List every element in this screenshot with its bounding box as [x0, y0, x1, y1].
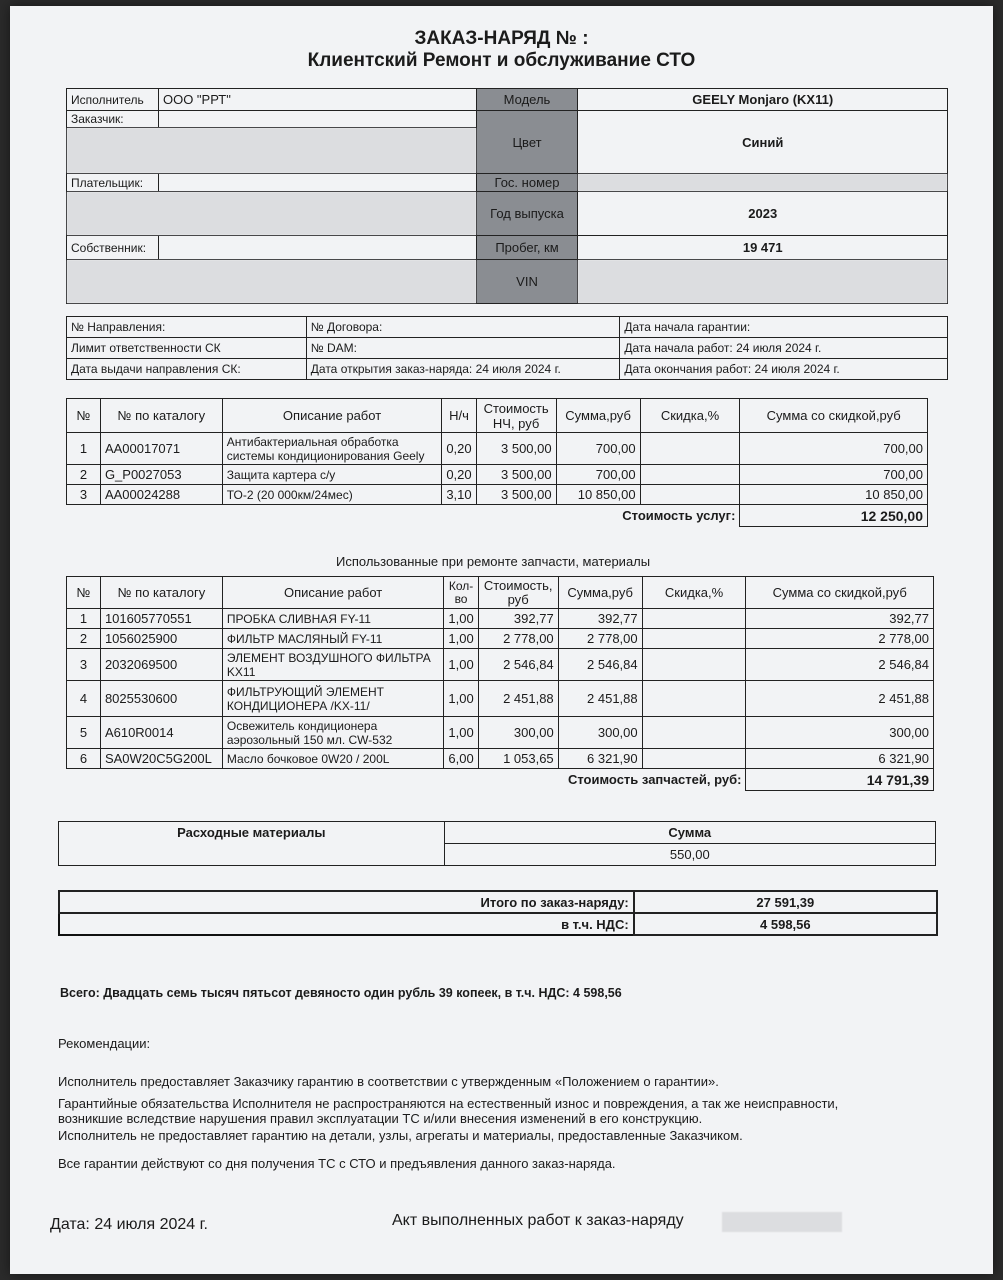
col-catalog: № по каталогу: [100, 577, 222, 609]
table-row: 5 A610R0014 Освежитель кондиционера аэрозольный 150 мл. CW-532 1,00 300,00 300,00 300,00: [67, 717, 934, 749]
recommendations-label: Рекомендации:: [58, 1036, 151, 1051]
consumables-label: Расходные материалы: [59, 822, 445, 866]
col-qty: Кол- во: [444, 577, 478, 609]
customer-label: Заказчик:: [67, 111, 159, 128]
act-number-redacted: [722, 1212, 842, 1232]
col-no: №: [67, 577, 101, 609]
col-discount: Скидка,%: [640, 399, 740, 433]
dam-number: № DAM:: [306, 338, 620, 359]
table-row: 1 AA00017071 Антибактериальная обработка системы кондиционирования Geely 0,20 3 500,00 700,00 700,00: [67, 433, 928, 465]
warranty-text-1: Исполнитель предоставляет Заказчику гарантию в соответствии с утвержденным «Положением о гарантии».: [58, 1074, 719, 1089]
plate-label: Гос. номер: [476, 174, 578, 192]
totals-table: [58, 890, 938, 936]
services-table: [66, 398, 928, 527]
parts-caption: Использованные при ремонте запчасти, материалы: [336, 554, 651, 569]
col-discount: Скидка,%: [642, 577, 746, 609]
warranty-text-2: Гарантийные обязательства Исполнителя не распространяются на естественный износ и повреждения, а так же неисправности, возникшие вследствие нарушения правил эксплуатации ТС и/или внесения изменений в его конструкцию.: [58, 1096, 839, 1126]
col-desc: Описание работ: [222, 577, 443, 609]
consumables-table: [58, 821, 936, 866]
liability-limit: Лимит ответственности СК: [67, 338, 307, 359]
total-in-words: Всего: Двадцать семь тысяч пятьсот девяносто один рубль 39 копеек, в т.ч. НДС: 4 598,56: [60, 986, 622, 1000]
dates-table: [66, 316, 948, 380]
year-value: 2023: [578, 192, 948, 236]
order-total-label: Итого по заказ-наряду:: [59, 891, 634, 913]
vin-value-redacted: [578, 260, 948, 304]
color-label: Цвет: [476, 111, 578, 174]
order-opening-date: Дата открытия заказ-наряда: 24 июля 2024 г.: [306, 359, 620, 380]
customer-value: [158, 111, 476, 128]
col-sum-discount: Сумма со скидкой,руб: [740, 399, 928, 433]
color-value: Синий: [578, 111, 948, 174]
table-row: 6 SA0W20C5G200L Масло бочковое 0W20 / 200L 6,00 1 053,65 6 321,90 6 321,90: [67, 749, 934, 769]
work-end-date: Дата окончания работ: 24 июля 2024 г.: [620, 359, 948, 380]
consumables-sum-label: Сумма: [444, 822, 935, 844]
order-total-value: 27 591,39: [634, 891, 937, 913]
table-row: 2 1056025900 ФИЛЬТР МАСЛЯНЫЙ FY-11 1,00 2 778,00 2 778,00 2 778,00: [67, 629, 934, 649]
direction-issue-date: Дата выдачи направления СК:: [67, 359, 307, 380]
info-table: [66, 88, 948, 304]
col-sum-discount: Сумма со скидкой,руб: [746, 577, 934, 609]
vat-value: 4 598,56: [634, 913, 937, 935]
services-total-label: Стоимость услуг:: [622, 508, 736, 524]
payer-label: Плательщик:: [67, 174, 159, 192]
col-desc: Описание работ: [222, 399, 442, 433]
col-no: №: [67, 399, 101, 433]
payer-value: [158, 174, 476, 192]
warranty-text-4: Все гарантии действуют со дня получения ТС с СТО и предъявления данного заказ-наряда.: [58, 1156, 616, 1171]
work-start-date: Дата начала работ: 24 июля 2024 г.: [620, 338, 948, 359]
customer-details-redacted: [67, 128, 477, 174]
warranty-text-3: Исполнитель не предоставляет гарантию на детали, узлы, агрегаты и материалы, предоставленные Заказчиком.: [58, 1128, 743, 1143]
table-row: 1 101605770551 ПРОБКА СЛИВНАЯ FY-11 1,00 392,77 392,77 392,77: [67, 609, 934, 629]
col-cost: Стоимость НЧ, руб: [476, 399, 556, 433]
parts-table: [66, 576, 934, 791]
vin-label: VIN: [476, 260, 578, 304]
services-total-value: 12 250,00: [740, 505, 928, 527]
parts-total-label: Стоимость запчастей, руб:: [567, 772, 742, 788]
col-catalog: № по каталогу: [100, 399, 222, 433]
act-reference: Акт выполненных работ к заказ-наряду: [392, 1212, 684, 1229]
document-page: [10, 6, 993, 1274]
owner-details-redacted: [67, 260, 477, 304]
model-value: GEELY Monjaro (KX11): [578, 89, 948, 111]
direction-number: № Направления:: [67, 317, 307, 338]
warranty-start-date: Дата начала гарантии:: [620, 317, 948, 338]
owner-value: [158, 236, 476, 260]
vat-label: в т.ч. НДС:: [561, 916, 629, 932]
col-cost: Стоимость, руб: [478, 577, 558, 609]
owner-label: Собственник:: [67, 236, 159, 260]
contract-number: № Договора:: [306, 317, 620, 338]
table-row: 3 2032069500 ЭЛЕМЕНТ ВОЗДУШНОГО ФИЛЬТРА KX11 1,00 2 546,84 2 546,84 2 546,84: [67, 649, 934, 681]
mileage-label: Пробег, км: [476, 236, 578, 260]
parts-total-value: 14 791,39: [746, 769, 934, 791]
document-title: ЗАКАЗ-НАРЯД № :: [414, 28, 589, 49]
table-row: 2 G_P0027053 Защита картера с/у 0,20 3 500,00 700,00 700,00: [67, 465, 928, 485]
document-date: Дата: 24 июля 2024 г.: [50, 1216, 208, 1233]
model-label: Модель: [476, 89, 578, 111]
col-sum: Сумма,руб: [558, 577, 642, 609]
mileage-value: 19 471: [578, 236, 948, 260]
payer-details-redacted: [67, 192, 477, 236]
consumables-sum-value: 550,00: [444, 844, 935, 866]
executor-value: ООО "РРТ": [158, 89, 476, 111]
table-row: 4 8025530600 ФИЛЬТРУЮЩИЙ ЭЛЕМЕНТ КОНДИЦИОНЕРА /KX-11/ 1,00 2 451,88 2 451,88 2 451,88: [67, 681, 934, 717]
plate-value-redacted: [578, 174, 948, 192]
document-subtitle: Клиентский Ремонт и обслуживание СТО: [307, 50, 696, 71]
col-hours: Н/ч: [442, 399, 476, 433]
col-sum: Сумма,руб: [556, 399, 640, 433]
table-row: 3 AA00024288 ТО-2 (20 000км/24мес) 3,10 3 500,00 10 850,00 10 850,00: [67, 485, 928, 505]
year-label: Год выпуска: [476, 192, 578, 236]
executor-label: Исполнитель: [67, 89, 159, 111]
